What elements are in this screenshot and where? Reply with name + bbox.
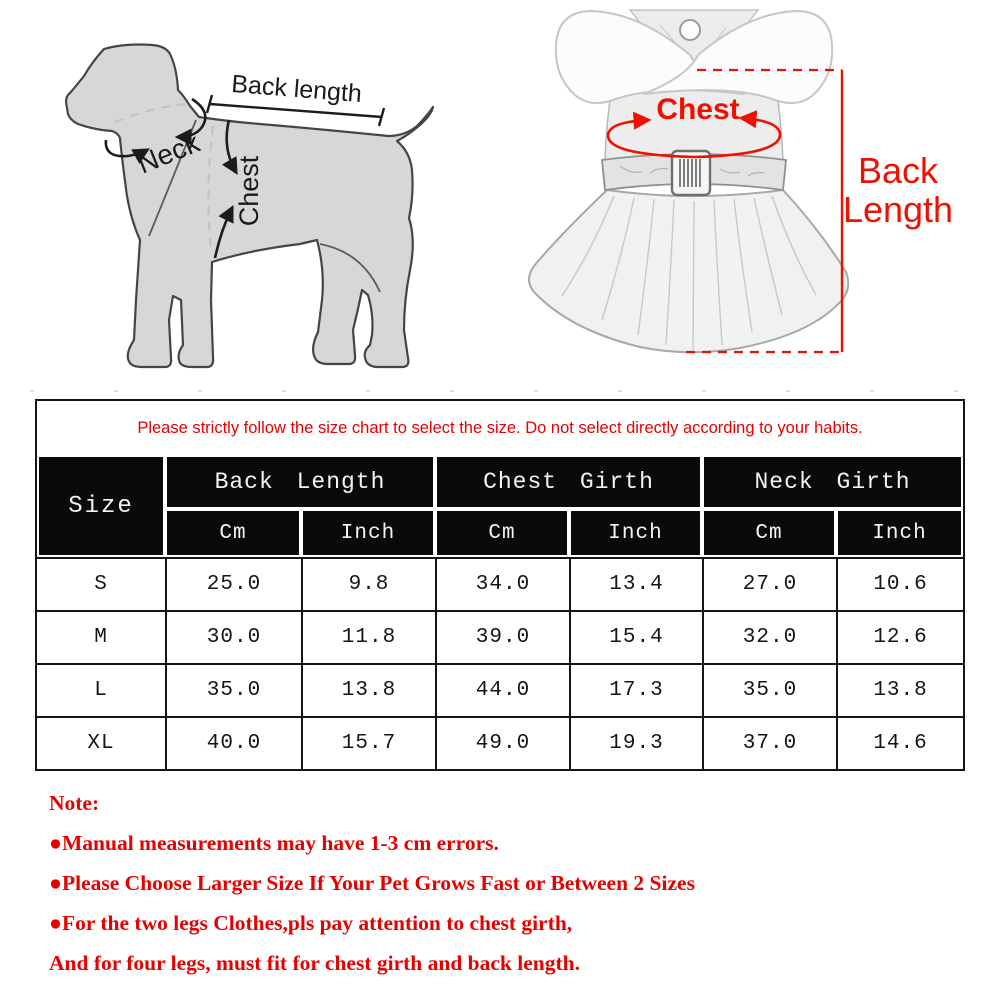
table-row-s — [37, 557, 963, 610]
row-m-neck-inch: 12.6 — [836, 610, 963, 663]
dress-back-length-label-line1: Back — [857, 150, 939, 191]
header-back-length-cm: Cm — [165, 509, 301, 557]
dress-illustration — [529, 10, 953, 352]
row-xl-neck-cm: 37.0 — [702, 716, 836, 769]
header-back-length-inch: Inch — [301, 509, 435, 557]
table-row-l — [37, 663, 963, 716]
table-warning-text: Please strictly follow the size chart to select the size. Do not select directly according to your habits. — [137, 418, 863, 437]
row-m-chest-cm: 39.0 — [435, 610, 569, 663]
row-xl-chest-cm: 49.0 — [435, 716, 569, 769]
row-l-chest-cm: 44.0 — [435, 663, 569, 716]
row-xl-back-inch: 15.7 — [301, 716, 435, 769]
row-l-chest-inch: 17.3 — [569, 663, 702, 716]
row-xl-neck-inch: 14.6 — [836, 716, 963, 769]
header-back-length: Back Length — [165, 455, 435, 509]
row-m-neck-cm: 32.0 — [702, 610, 836, 663]
dog-neck-label: Neck — [133, 126, 204, 180]
row-s-chest-cm: 34.0 — [435, 557, 569, 610]
table-warning-row — [37, 401, 963, 455]
header-neck-girth-inch: Inch — [836, 509, 963, 557]
header-chest-girth-cm: Cm — [435, 509, 569, 557]
notes-section — [49, 783, 949, 983]
notes-title: Note: — [49, 791, 100, 815]
note-line-measurement-errors: ●Manual measurements may have 1-3 cm errors. — [49, 831, 499, 855]
dog-back-length-label: Back length — [230, 69, 363, 109]
dress-chest-label: Chest — [656, 93, 740, 126]
row-l-back-inch: 13.8 — [301, 663, 435, 716]
row-m-back-cm: 30.0 — [165, 610, 301, 663]
row-s-chest-inch: 13.4 — [569, 557, 702, 610]
table-row-xl — [37, 716, 963, 769]
row-s-back-inch: 9.8 — [301, 557, 435, 610]
row-m-size: M — [37, 610, 165, 663]
note-line-four-legs: And for four legs, must fit for chest girth and back length. — [49, 951, 580, 975]
row-l-back-cm: 35.0 — [165, 663, 301, 716]
header-chest-girth: Chest Girth — [435, 455, 702, 509]
row-xl-back-cm: 40.0 — [165, 716, 301, 769]
row-xl-size: XL — [37, 716, 165, 769]
table-unit-header-row — [37, 509, 963, 557]
note-line-choose-larger: ●Please Choose Larger Size If Your Pet Grows Fast or Between 2 Sizes — [49, 871, 695, 895]
row-s-neck-cm: 27.0 — [702, 557, 836, 610]
table-row-m — [37, 610, 963, 663]
header-neck-girth-cm: Cm — [702, 509, 836, 557]
header-chest-girth-inch: Inch — [569, 509, 702, 557]
row-s-size: S — [37, 557, 165, 610]
header-size: Size — [37, 455, 165, 557]
row-m-back-inch: 11.8 — [301, 610, 435, 663]
row-xl-chest-inch: 19.3 — [569, 716, 702, 769]
row-s-neck-inch: 10.6 — [836, 557, 963, 610]
row-l-neck-inch: 13.8 — [836, 663, 963, 716]
row-m-chest-inch: 15.4 — [569, 610, 702, 663]
header-neck-girth: Neck Girth — [702, 455, 963, 509]
measurement-diagrams — [0, 0, 1000, 400]
size-table — [35, 399, 965, 771]
dog-illustration — [66, 45, 433, 368]
table-group-header-row — [37, 455, 963, 509]
dress-button — [680, 20, 700, 40]
row-s-back-cm: 25.0 — [165, 557, 301, 610]
note-line-two-legs: ●For the two legs Clothes,pls pay attention to chest girth, — [49, 911, 573, 935]
row-l-neck-cm: 35.0 — [702, 663, 836, 716]
dog-chest-label: Chest — [234, 155, 264, 227]
row-l-size: L — [37, 663, 165, 716]
dress-back-length-label-line2: Length — [842, 189, 954, 230]
